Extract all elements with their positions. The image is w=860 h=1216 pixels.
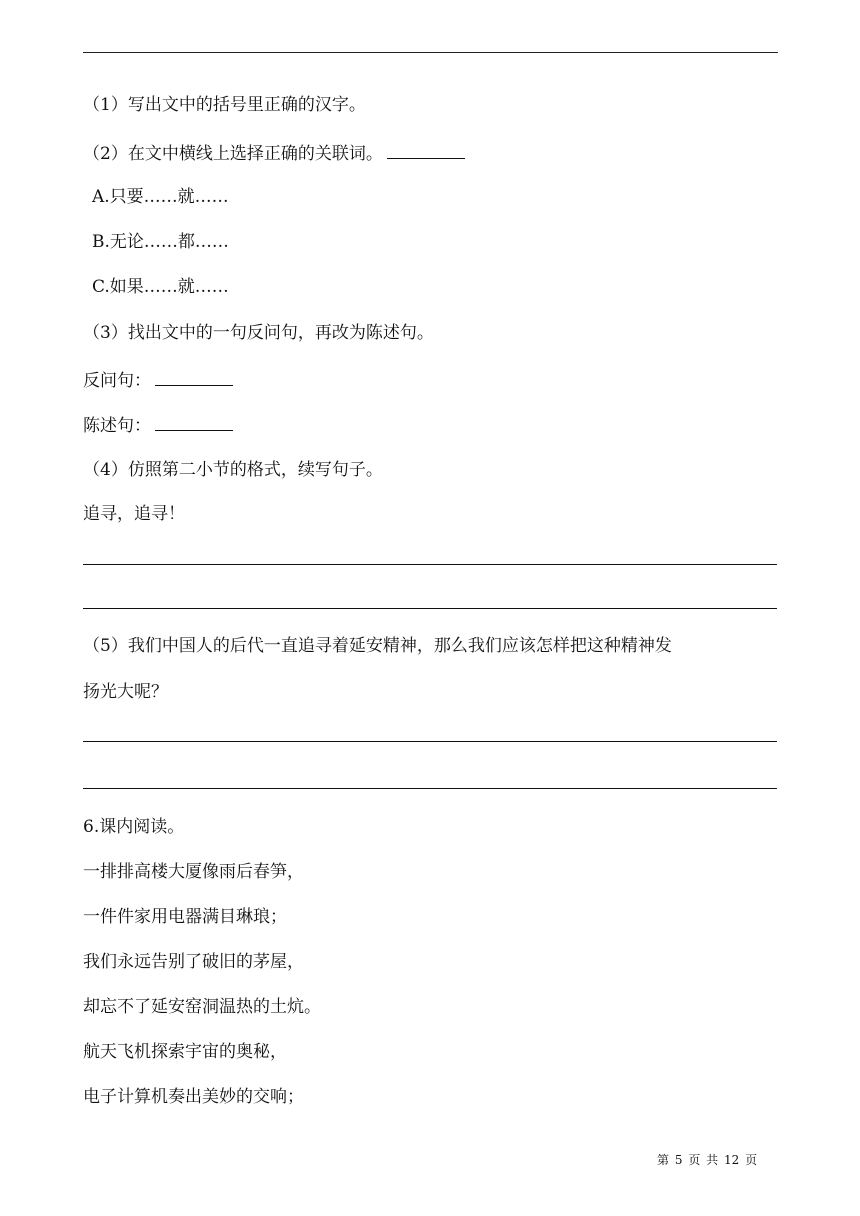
page-footer: 第 5 页 共 12 页: [657, 1153, 758, 1167]
poem-line: 我们永远告别了破旧的茅屋，: [83, 952, 304, 972]
question-4: （4）仿照第二小节的格式，续写句子。: [83, 460, 383, 480]
poem-line: 航天飞机探索宇宙的奥秘，: [83, 1042, 287, 1062]
answer-line[interactable]: [83, 608, 777, 609]
option-c: C.如果……就……: [92, 277, 229, 297]
top-divider: [83, 52, 778, 53]
answer-line[interactable]: [83, 564, 777, 565]
section-6-title: 6.课内阅读。: [83, 817, 185, 837]
question-2: [83, 140, 465, 166]
poem-line: 却忘不了延安窑洞温热的土炕。: [83, 997, 321, 1017]
poem-line: 电子计算机奏出美妙的交响；: [83, 1087, 304, 1107]
rhetorical-question-row: [83, 367, 233, 393]
question-2-text: （2）在文中横线上选择正确的关联词。: [83, 144, 383, 164]
total-page-count: 12: [724, 1153, 740, 1167]
answer-blank-statement[interactable]: [155, 412, 233, 431]
answer-blank-rhetorical[interactable]: [155, 367, 233, 386]
question-4-prompt: 追寻，追寻！: [83, 504, 185, 524]
question-5-line-2: 扬光大呢？: [83, 682, 168, 702]
answer-line[interactable]: [83, 741, 777, 742]
statement-row: [83, 412, 233, 438]
poem-line: 一件件家用电器满目琳琅；: [83, 907, 287, 927]
option-b: B.无论……都……: [92, 232, 229, 252]
question-3: （3）找出文中的一句反问句，再改为陈述句。: [83, 323, 434, 343]
option-a: A.只要……就……: [92, 187, 229, 207]
statement-label: 陈述句：: [83, 416, 151, 436]
question-5-line-1: （5）我们中国人的后代一直追寻着延安精神，那么我们应该怎样把这种精神发: [83, 636, 672, 656]
answer-line[interactable]: [83, 788, 777, 789]
question-1: （1）写出文中的括号里正确的汉字。: [83, 95, 366, 115]
current-page-number: 5: [674, 1153, 683, 1167]
poem-line: 一排排高楼大厦像雨后春笋，: [83, 862, 304, 882]
answer-blank-q2[interactable]: [387, 140, 465, 159]
rhetorical-question-label: 反问句：: [83, 371, 151, 391]
